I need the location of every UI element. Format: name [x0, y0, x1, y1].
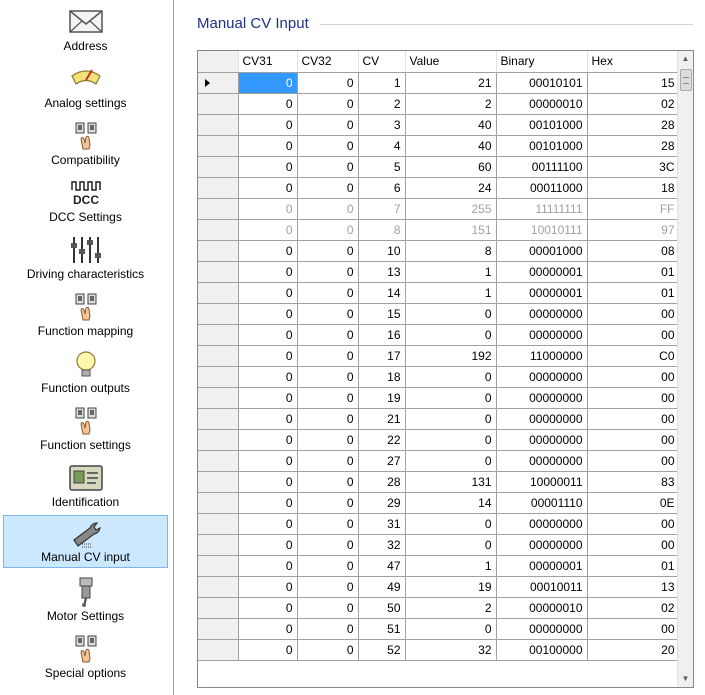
cell-cv31[interactable]: 0 — [238, 471, 297, 492]
row-header[interactable] — [198, 345, 238, 366]
table-row[interactable] — [198, 240, 679, 261]
cell-value[interactable]: 19 — [405, 576, 496, 597]
row-header[interactable] — [198, 576, 238, 597]
cell-hex[interactable]: 01 — [587, 261, 679, 282]
row-header[interactable] — [198, 555, 238, 576]
svg-text:DCC: DCC — [72, 193, 99, 207]
table-row[interactable] — [198, 261, 679, 282]
table-row[interactable] — [198, 303, 679, 324]
table-row[interactable] — [198, 177, 679, 198]
cell-cv32[interactable]: 0 — [297, 345, 358, 366]
cv-table — [198, 51, 680, 661]
cell-cv32[interactable]: 0 — [297, 387, 358, 408]
row-header[interactable] — [198, 177, 238, 198]
sidebar-item-label: Motor Settings — [46, 609, 125, 623]
group-divider — [320, 24, 693, 25]
cell-cv31[interactable]: 0 — [238, 639, 297, 660]
cell-binary[interactable]: 10000011 — [496, 471, 587, 492]
cell-hex[interactable]: 18 — [587, 177, 679, 198]
cell-cv32[interactable]: 0 — [297, 303, 358, 324]
cell-binary[interactable]: 00010011 — [496, 576, 587, 597]
cell-hex[interactable]: FF — [587, 198, 679, 219]
cell-hex[interactable]: 28 — [587, 114, 679, 135]
cell-cv[interactable]: 22 — [358, 429, 405, 450]
table-row[interactable] — [198, 198, 679, 219]
cell-cv32[interactable]: 0 — [297, 261, 358, 282]
cell-hex[interactable]: 08 — [587, 240, 679, 261]
table-row[interactable] — [198, 324, 679, 345]
cell-cv[interactable]: 15 — [358, 303, 405, 324]
cell-cv31[interactable]: 0 — [238, 555, 297, 576]
cell-cv32[interactable]: 0 — [297, 324, 358, 345]
cell-value[interactable]: 151 — [405, 219, 496, 240]
cv-data-grid[interactable] — [197, 50, 694, 688]
cell-cv[interactable]: 51 — [358, 618, 405, 639]
cell-value[interactable]: 21 — [405, 72, 496, 93]
cell-cv[interactable]: 16 — [358, 324, 405, 345]
sidebar-item-label: Special options — [44, 666, 127, 680]
sidebar-item-label: Function settings — [40, 438, 131, 452]
row-header[interactable] — [198, 198, 238, 219]
row-header[interactable] — [198, 534, 238, 555]
cell-hex[interactable]: 00 — [587, 618, 679, 639]
table-row[interactable] — [198, 114, 679, 135]
cell-cv32[interactable]: 0 — [297, 177, 358, 198]
cell-cv[interactable]: 29 — [358, 492, 405, 513]
scroll-thumb[interactable] — [680, 69, 692, 91]
cell-cv32[interactable]: 0 — [297, 219, 358, 240]
envelope-icon — [66, 7, 106, 37]
column-header-cv[interactable]: CV — [358, 51, 405, 72]
column-header-cv32[interactable]: CV32 — [297, 51, 358, 72]
vertical-scrollbar[interactable] — [677, 51, 693, 687]
cell-cv[interactable]: 49 — [358, 576, 405, 597]
dcc-signal-icon — [66, 178, 106, 208]
row-header[interactable] — [198, 366, 238, 387]
sidebar-item-label: Driving characteristics — [26, 267, 145, 281]
cell-value[interactable]: 0 — [405, 450, 496, 471]
sidebar-item-function-mapping[interactable] — [3, 288, 168, 341]
header-row — [198, 51, 679, 72]
sidebar-item-manual-cv-input[interactable] — [3, 515, 168, 568]
sidebar-item-label: Identification — [51, 495, 120, 509]
row-header[interactable] — [198, 240, 238, 261]
cell-binary[interactable]: 00101000 — [496, 114, 587, 135]
table-row[interactable] — [198, 93, 679, 114]
table-row[interactable] — [198, 492, 679, 513]
cell-binary[interactable]: 00101000 — [496, 135, 587, 156]
cell-cv31[interactable]: 0 — [238, 177, 297, 198]
cell-binary[interactable]: 00010101 — [496, 72, 587, 93]
cell-value[interactable]: 0 — [405, 408, 496, 429]
row-header[interactable] — [198, 450, 238, 471]
table-row[interactable] — [198, 72, 679, 93]
cell-binary[interactable]: 00000000 — [496, 618, 587, 639]
cell-value[interactable]: 192 — [405, 345, 496, 366]
cell-value[interactable]: 2 — [405, 597, 496, 618]
cell-cv31[interactable]: 0 — [238, 156, 297, 177]
cell-binary[interactable]: 11000000 — [496, 345, 587, 366]
column-header-value[interactable]: Value — [405, 51, 496, 72]
cell-cv32[interactable]: 0 — [297, 72, 358, 93]
cell-value[interactable]: 60 — [405, 156, 496, 177]
cell-hex[interactable]: 00 — [587, 324, 679, 345]
cell-value[interactable]: 0 — [405, 429, 496, 450]
cell-hex[interactable]: 00 — [587, 450, 679, 471]
cell-cv31[interactable]: 0 — [238, 198, 297, 219]
cell-binary[interactable]: 00000001 — [496, 261, 587, 282]
cell-value[interactable]: 32 — [405, 639, 496, 660]
cell-binary[interactable]: 00001000 — [496, 240, 587, 261]
table-row[interactable] — [198, 534, 679, 555]
cell-cv31[interactable]: 0 — [238, 114, 297, 135]
cell-value[interactable]: 14 — [405, 492, 496, 513]
cell-binary[interactable]: 00000000 — [496, 450, 587, 471]
sidebar-item-label: Manual CV input — [41, 550, 130, 564]
cell-binary[interactable]: 00000010 — [496, 93, 587, 114]
cell-binary[interactable]: 00000000 — [496, 429, 587, 450]
cell-cv32[interactable]: 0 — [297, 471, 358, 492]
cell-cv32[interactable]: 0 — [297, 93, 358, 114]
cell-cv31[interactable]: 0 — [238, 429, 297, 450]
cell-cv[interactable]: 50 — [358, 597, 405, 618]
dip-switch-hand-icon — [66, 406, 106, 436]
cell-cv32[interactable]: 0 — [297, 639, 358, 660]
sidebar-item-label: Analog settings — [44, 96, 127, 110]
cell-value[interactable]: 40 — [405, 135, 496, 156]
row-header[interactable] — [198, 303, 238, 324]
cell-cv31[interactable]: 0 — [238, 219, 297, 240]
cell-value[interactable]: 0 — [405, 387, 496, 408]
sidebar-item-driving-characteristics[interactable] — [3, 231, 168, 284]
cell-binary[interactable]: 10010111 — [496, 219, 587, 240]
cell-cv32[interactable]: 0 — [297, 576, 358, 597]
row-header[interactable] — [198, 135, 238, 156]
row-header[interactable] — [198, 471, 238, 492]
row-header-corner — [198, 51, 238, 72]
cell-hex[interactable]: 00 — [587, 387, 679, 408]
cell-value[interactable]: 0 — [405, 324, 496, 345]
cell-binary[interactable]: 00000000 — [496, 366, 587, 387]
group-title: Manual CV Input — [197, 15, 313, 32]
sidebar-item-label: Compatibility — [51, 153, 120, 167]
sidebar-item-label: Function outputs — [41, 381, 130, 395]
row-header[interactable] — [198, 93, 238, 114]
cell-binary[interactable]: 00111100 — [496, 156, 587, 177]
table-row[interactable] — [198, 156, 679, 177]
row-header[interactable] — [198, 156, 238, 177]
sidebar-item-special-options[interactable] — [3, 630, 168, 683]
cell-hex[interactable]: 00 — [587, 408, 679, 429]
cell-value[interactable]: 255 — [405, 198, 496, 219]
cell-cv32[interactable]: 0 — [297, 597, 358, 618]
table-row[interactable] — [198, 366, 679, 387]
cell-cv[interactable]: 32 — [358, 534, 405, 555]
dip-switch-hand-icon — [66, 121, 106, 151]
table-row[interactable] — [198, 135, 679, 156]
table-row[interactable] — [198, 219, 679, 240]
cell-cv32[interactable]: 0 — [297, 135, 358, 156]
cell-cv31[interactable]: 0 — [238, 366, 297, 387]
table-row[interactable] — [198, 429, 679, 450]
cell-value[interactable]: 8 — [405, 240, 496, 261]
cell-value[interactable]: 0 — [405, 618, 496, 639]
cell-hex[interactable]: 15 — [587, 72, 679, 93]
cell-binary[interactable]: 00011000 — [496, 177, 587, 198]
cell-hex[interactable]: 02 — [587, 93, 679, 114]
cell-cv[interactable]: 13 — [358, 261, 405, 282]
cell-cv[interactable]: 7 — [358, 198, 405, 219]
row-header[interactable] — [198, 429, 238, 450]
cell-cv32[interactable]: 0 — [297, 618, 358, 639]
cell-value[interactable]: 2 — [405, 93, 496, 114]
cell-cv32[interactable]: 0 — [297, 513, 358, 534]
sidebar-item-dcc-settings[interactable] — [3, 174, 168, 227]
cell-cv32[interactable]: 0 — [297, 492, 358, 513]
cell-hex[interactable]: 00 — [587, 366, 679, 387]
cell-hex[interactable]: 20 — [587, 639, 679, 660]
cell-cv31[interactable]: 0 — [238, 345, 297, 366]
cell-cv[interactable]: 47 — [358, 555, 405, 576]
cell-value[interactable]: 0 — [405, 303, 496, 324]
cell-binary[interactable]: 00000000 — [496, 534, 587, 555]
cell-cv[interactable]: 6 — [358, 177, 405, 198]
sidebar-item-address[interactable] — [3, 3, 168, 56]
cell-cv[interactable]: 4 — [358, 135, 405, 156]
cell-cv31[interactable]: 0 — [238, 408, 297, 429]
cell-cv32[interactable]: 0 — [297, 534, 358, 555]
cell-binary[interactable]: 00000000 — [496, 513, 587, 534]
scroll-up-icon[interactable]: ▲ — [681, 54, 690, 63]
cell-cv31[interactable]: 0 — [238, 93, 297, 114]
cell-cv[interactable]: 8 — [358, 219, 405, 240]
cell-cv31[interactable]: 0 — [238, 597, 297, 618]
cell-cv[interactable]: 14 — [358, 282, 405, 303]
cell-value[interactable]: 1 — [405, 555, 496, 576]
cell-cv32[interactable]: 0 — [297, 240, 358, 261]
dip-switch-hand-icon — [66, 634, 106, 664]
cell-cv31[interactable]: 0 — [238, 261, 297, 282]
cell-value[interactable]: 0 — [405, 513, 496, 534]
cell-binary[interactable]: 00000000 — [496, 408, 587, 429]
cell-cv[interactable]: 1 — [358, 72, 405, 93]
cell-cv[interactable]: 10 — [358, 240, 405, 261]
cell-cv32[interactable]: 0 — [297, 282, 358, 303]
cell-hex[interactable]: C0 — [587, 345, 679, 366]
cell-cv[interactable]: 2 — [358, 93, 405, 114]
cell-cv32[interactable]: 0 — [297, 408, 358, 429]
row-header[interactable] — [198, 639, 238, 660]
column-header-hex[interactable]: Hex — [587, 51, 679, 72]
cell-binary[interactable]: 00001110 — [496, 492, 587, 513]
cell-hex[interactable]: 0E — [587, 492, 679, 513]
cell-hex[interactable]: 83 — [587, 471, 679, 492]
cell-value[interactable]: 24 — [405, 177, 496, 198]
row-header[interactable] — [198, 324, 238, 345]
manual-cv-panel — [175, 0, 705, 695]
grid-body — [198, 72, 679, 660]
cell-cv32[interactable]: 0 — [297, 198, 358, 219]
cell-hex[interactable]: 97 — [587, 219, 679, 240]
cell-binary[interactable]: 00000000 — [496, 387, 587, 408]
id-card-icon — [66, 463, 106, 493]
sidebar-item-function-settings[interactable] — [3, 402, 168, 455]
row-header[interactable] — [198, 72, 238, 93]
row-header[interactable] — [198, 387, 238, 408]
row-header[interactable] — [198, 618, 238, 639]
cell-cv[interactable]: 28 — [358, 471, 405, 492]
sidebar-item-analog-settings[interactable] — [3, 60, 168, 113]
sidebar-item-label: Address — [63, 39, 108, 53]
sidebar-item-function-outputs[interactable] — [3, 345, 168, 398]
table-row[interactable] — [198, 387, 679, 408]
cell-cv[interactable]: 21 — [358, 408, 405, 429]
cell-cv31[interactable]: 0 — [238, 450, 297, 471]
cell-cv31[interactable]: 0 — [238, 135, 297, 156]
cell-value[interactable]: 0 — [405, 366, 496, 387]
table-row[interactable] — [198, 555, 679, 576]
cell-cv[interactable]: 3 — [358, 114, 405, 135]
table-row[interactable] — [198, 282, 679, 303]
row-header[interactable] — [198, 513, 238, 534]
table-row[interactable] — [198, 408, 679, 429]
wrench-icon — [66, 520, 106, 550]
table-row[interactable] — [198, 576, 679, 597]
cell-cv[interactable]: 31 — [358, 513, 405, 534]
cell-cv31[interactable]: 0 — [238, 72, 297, 93]
table-row[interactable] — [198, 450, 679, 471]
cell-cv31[interactable]: 0 — [238, 303, 297, 324]
cell-cv31[interactable]: 0 — [238, 618, 297, 639]
cell-value[interactable]: 40 — [405, 114, 496, 135]
row-header[interactable] — [198, 261, 238, 282]
cell-hex[interactable]: 3C — [587, 156, 679, 177]
light-bulb-icon — [66, 349, 106, 379]
cell-value[interactable]: 131 — [405, 471, 496, 492]
motor-icon — [66, 577, 106, 607]
gauge-icon — [66, 64, 106, 94]
cell-cv32[interactable]: 0 — [297, 156, 358, 177]
cell-cv32[interactable]: 0 — [297, 366, 358, 387]
current-row-indicator-icon — [205, 79, 210, 87]
cell-binary[interactable]: 00100000 — [496, 639, 587, 660]
cell-binary[interactable]: 00000000 — [496, 303, 587, 324]
cell-hex[interactable]: 00 — [587, 429, 679, 450]
column-header-binary[interactable]: Binary — [496, 51, 587, 72]
cell-value[interactable]: 1 — [405, 282, 496, 303]
sidebar-item-compatibility[interactable] — [3, 117, 168, 170]
sidebar-item-motor-settings[interactable] — [3, 573, 168, 626]
cell-hex[interactable]: 02 — [587, 597, 679, 618]
sliders-icon — [66, 235, 106, 265]
table-row[interactable] — [198, 471, 679, 492]
cell-cv31[interactable]: 0 — [238, 534, 297, 555]
table-row[interactable] — [198, 639, 679, 660]
cell-cv[interactable]: 5 — [358, 156, 405, 177]
cell-cv32[interactable]: 0 — [297, 429, 358, 450]
cell-value[interactable]: 0 — [405, 534, 496, 555]
cell-cv32[interactable]: 0 — [297, 555, 358, 576]
cell-hex[interactable]: 01 — [587, 282, 679, 303]
cell-binary[interactable]: 11111111 — [496, 198, 587, 219]
cell-binary[interactable]: 00000001 — [496, 555, 587, 576]
cell-hex[interactable]: 00 — [587, 534, 679, 555]
cell-hex[interactable]: 28 — [587, 135, 679, 156]
cell-cv32[interactable]: 0 — [297, 450, 358, 471]
cell-value[interactable]: 1 — [405, 261, 496, 282]
column-header-cv31[interactable]: CV31 — [238, 51, 297, 72]
cell-hex[interactable]: 00 — [587, 513, 679, 534]
row-header[interactable] — [198, 282, 238, 303]
cell-cv31[interactable]: 0 — [238, 576, 297, 597]
cell-hex[interactable]: 13 — [587, 576, 679, 597]
cell-hex[interactable]: 01 — [587, 555, 679, 576]
cell-cv31[interactable]: 0 — [238, 387, 297, 408]
cell-cv[interactable]: 27 — [358, 450, 405, 471]
cell-cv31[interactable]: 0 — [238, 282, 297, 303]
category-sidebar — [0, 0, 174, 695]
scroll-down-icon[interactable]: ▼ — [681, 674, 690, 683]
cell-cv31[interactable]: 0 — [238, 513, 297, 534]
cell-binary[interactable]: 00000010 — [496, 597, 587, 618]
row-header[interactable] — [198, 219, 238, 240]
sidebar-item-label: Function mapping — [37, 324, 134, 338]
sidebar-item-label: DCC Settings — [49, 210, 122, 224]
row-header[interactable] — [198, 597, 238, 618]
cell-cv31[interactable]: 0 — [238, 492, 297, 513]
table-row[interactable] — [198, 597, 679, 618]
sidebar-item-identification[interactable] — [3, 459, 168, 512]
cell-cv31[interactable]: 0 — [238, 240, 297, 261]
cell-hex[interactable]: 00 — [587, 303, 679, 324]
cell-cv32[interactable]: 0 — [297, 114, 358, 135]
cell-cv[interactable]: 18 — [358, 366, 405, 387]
row-header[interactable] — [198, 492, 238, 513]
dip-switch-hand-icon — [66, 292, 106, 322]
cell-cv[interactable]: 19 — [358, 387, 405, 408]
table-row[interactable] — [198, 618, 679, 639]
cell-binary[interactable]: 00000001 — [496, 282, 587, 303]
table-row[interactable] — [198, 513, 679, 534]
cell-cv[interactable]: 52 — [358, 639, 405, 660]
cell-cv31[interactable]: 0 — [238, 324, 297, 345]
cell-cv[interactable]: 17 — [358, 345, 405, 366]
table-row[interactable] — [198, 345, 679, 366]
row-header[interactable] — [198, 408, 238, 429]
cell-binary[interactable]: 00000000 — [496, 324, 587, 345]
row-header[interactable] — [198, 114, 238, 135]
